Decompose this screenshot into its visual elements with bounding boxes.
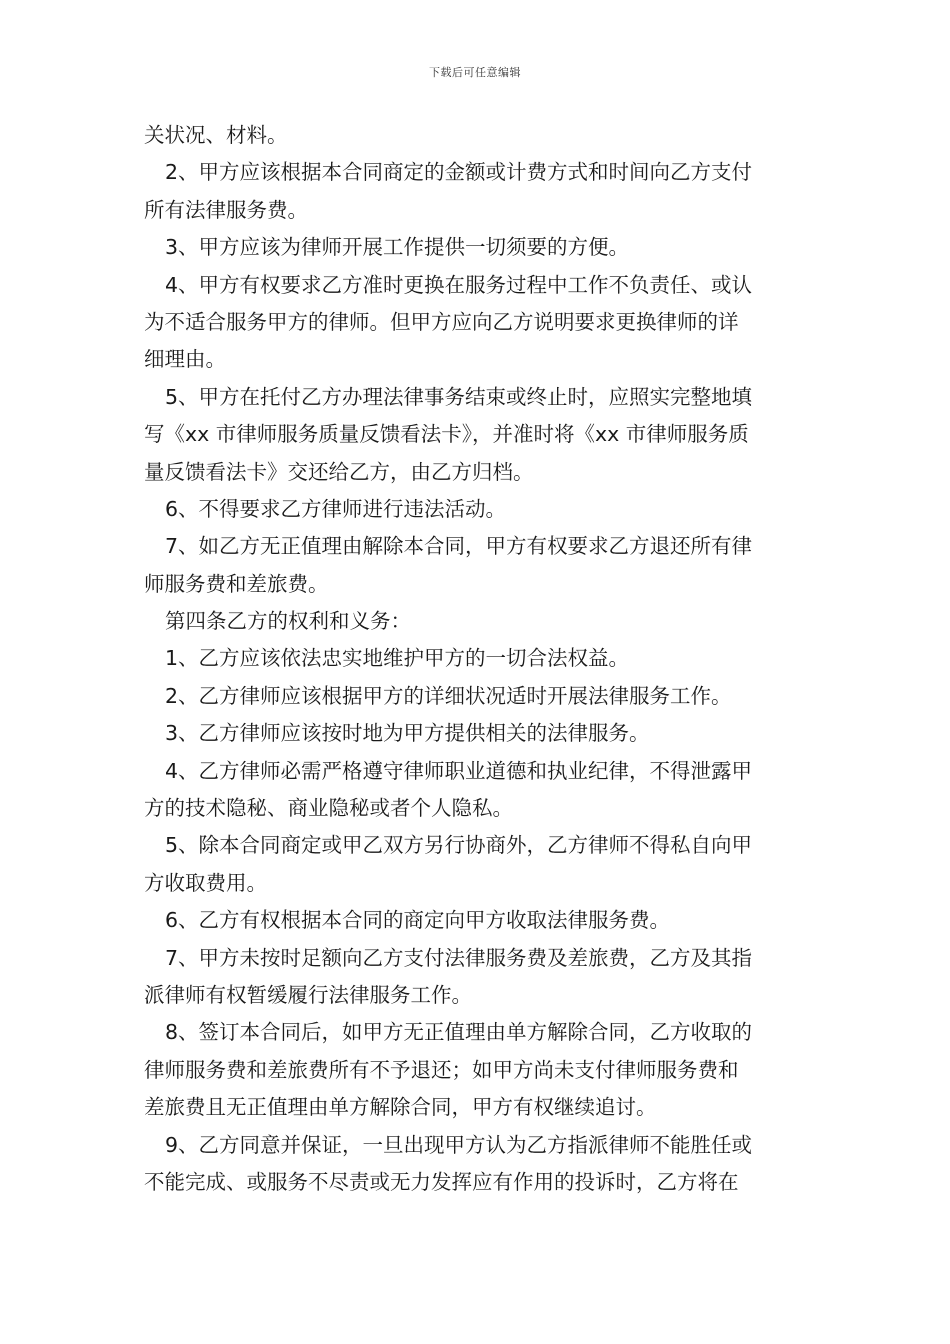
contract-body [144,117,814,1201]
text-line: 5、除本合同商定或甲乙双方另行协商外，乙方律师不得私自向甲 [165,833,753,858]
text-line: 为不适合服务甲方的律师。但甲方应向乙方说明要求更换律师的详 [144,309,739,334]
text-line: 不能完成、或服务不尽责或无力发挥应有作用的投诉时，乙方将在 [144,1169,739,1194]
text-line: 7、甲方未按时足额向乙方支付法律服务费及差旅费，乙方及其指 [165,945,753,970]
text-line: 所有法律服务费。 [144,197,308,222]
text-line: 5、甲方在托付乙方办理法律事务结束或终止时，应照实完整地填 [165,384,753,409]
text-line: 2、乙方律师应该根据甲方的详细状况适时开展法律服务工作。 [165,683,732,708]
text-line: 律师服务费和差旅费所有不予退还；如甲方尚未支付律师服务费和 [144,1057,739,1082]
text-line: 派律师有权暂缓履行法律服务工作。 [144,982,472,1007]
text-line: 6、不得要求乙方律师进行违法活动。 [165,496,507,521]
page-header: 下载后可任意编辑 [429,66,521,79]
text-line: 师服务费和差旅费。 [144,571,329,596]
text-line: 1、乙方应该依法忠实地维护甲方的一切合法权益。 [165,646,630,671]
text-line: 9、乙方同意并保证，一旦出现甲方认为乙方指派律师不能胜任或 [165,1132,753,1157]
text-line: 7、如乙方无正值理由解除本合同，甲方有权要求乙方退还所有律 [165,534,753,559]
text-line: 3、甲方应该为律师开展工作提供一切须要的方便。 [165,235,630,260]
text-line: 2、甲方应该根据本合同商定的金额或计费方式和时间向乙方支付 [165,160,753,185]
text-line: 6、乙方有权根据本合同的商定向甲方收取法律服务费。 [165,908,671,933]
text-line: 量反馈看法卡》交还给乙方，由乙方归档。 [144,459,534,484]
text-line: 方收取费用。 [144,870,267,895]
text-line: 8、签订本合同后，如甲方无正值理由单方解除合同，乙方收取的 [165,1020,753,1045]
text-line: 方的技术隐秘、商业隐秘或者个人隐私。 [144,796,513,821]
section-heading: 第四条乙方的权利和义务： [165,609,411,634]
text-line: 4、乙方律师必需严格遵守律师职业道德和执业纪律，不得泄露甲 [165,758,753,783]
text-line: 3、乙方律师应该按时地为甲方提供相关的法律服务。 [165,721,650,746]
text-line: 写《xx 市律师服务质量反馈看法卡》，并准时将《xx 市律师服务质 [144,422,749,447]
text-line: 差旅费且无正值理由单方解除合同，甲方有权继续追讨。 [144,1095,657,1120]
text-line: 4、甲方有权要求乙方准时更换在服务过程中工作不负责任、或认 [165,272,753,297]
text-line: 关状况、材料。 [144,123,288,147]
text-line: 细理由。 [144,347,226,372]
